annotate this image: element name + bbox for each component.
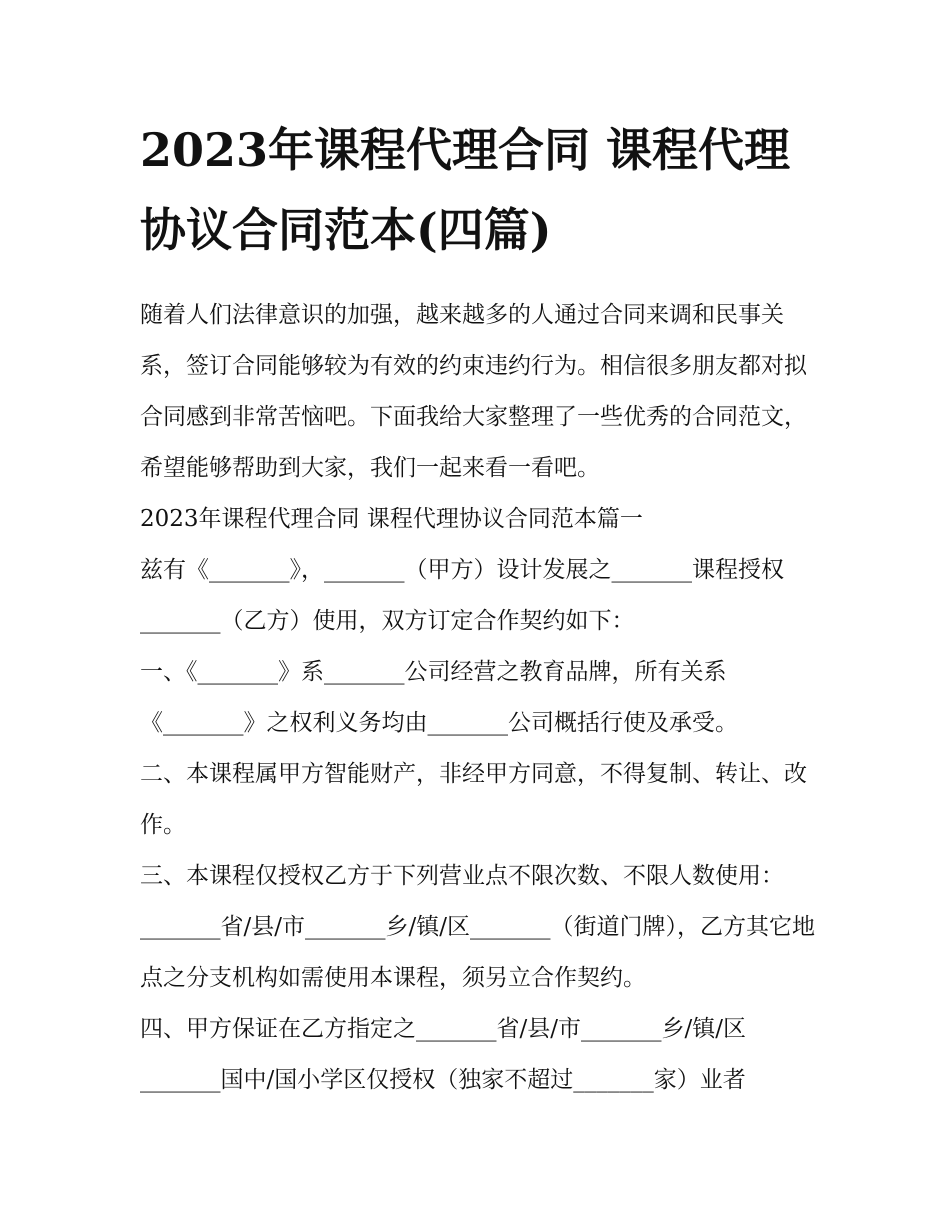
- clause-3: 三、本课程仅授权乙方于下列营业点不限次数、不限人数使用：_______省/县/市_______乡/镇/区_______（街道门牌），乙方其它地点之分支机构如需使用本课程，须另立合作契约。: [140, 863, 815, 991]
- section-heading: 2023年课程代理合同 课程代理协议合同范本篇一: [140, 506, 643, 532]
- document-body: [140, 290, 820, 1106]
- clause-1: 一、《_______》系_______公司经营之教育品牌，所有关系《_______》之权利义务均由_______公司概括行使及承受。: [140, 659, 738, 736]
- clause-4: 四、甲方保证在乙方指定之_______省/县/市_______乡/镇/区_______国中/国小学区仅授权（独家不超过_______家）业者: [140, 1016, 746, 1093]
- document-title: 2023年课程代理合同 课程代理协议合同范本(四篇): [140, 123, 791, 257]
- intro-paragraph: 随着人们法律意识的加强，越来越多的人通过合同来调和民事关系，签订合同能够较为有效的约束违约行为。相信很多朋友都对拟合同感到非常苦恼吧。下面我给大家整理了一些优秀的合同范文，希望能够帮助到大家，我们一起来看一看吧。: [140, 302, 807, 481]
- contract-preamble: 兹有《_______》，_______（甲方）设计发展之_______课程授权_______（乙方）使用，双方订定合作契约如下：: [140, 557, 784, 634]
- document-page: [140, 110, 820, 1106]
- clause-2: 二、本课程属甲方智能财产，非经甲方同意，不得复制、转让、改作。: [140, 761, 807, 838]
